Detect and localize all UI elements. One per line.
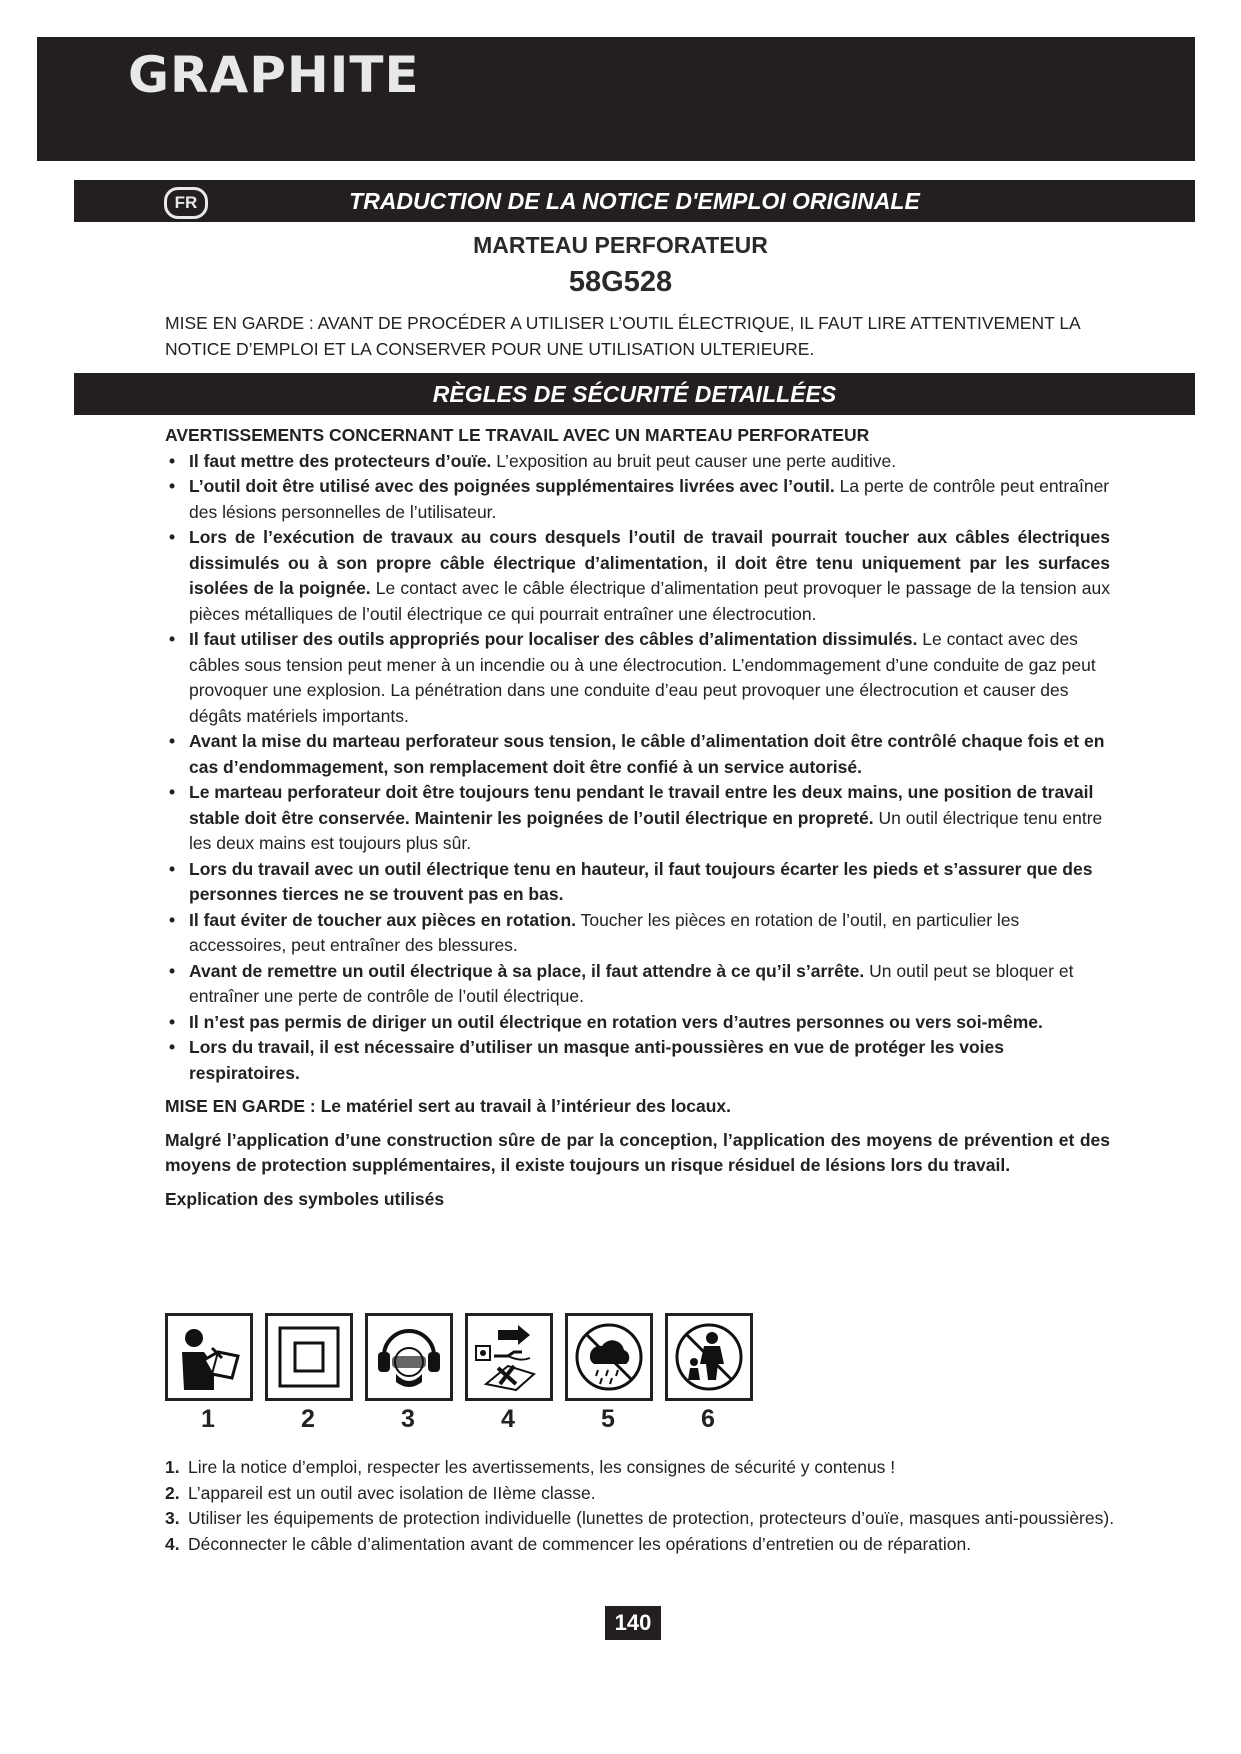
symbol-number: 4 <box>501 1405 515 1433</box>
safety-title-bar <box>74 373 1195 415</box>
notice-title: TRADUCTION DE LA NOTICE D'EMPLOI ORIGINALE <box>349 188 920 214</box>
notice-title-bar <box>74 180 1195 222</box>
brand-logo: GRAPHITE <box>128 46 420 104</box>
list-item: • Lors de l’exécution de travaux au cours desquels l’outil de travail pourrait toucher aux câbles électriques dissimulés ou à son propre câble électrique d’alimentation, il doit être tenu uniquement par les surfaces isolées de la poignée. Le contact avec le câble électrique d’alimentation peut provoquer le passage de la tension aux pièces métalliques de l’outil électrique ce qui pourrait entraîner une électrocution. <box>169 527 1110 624</box>
bullet-icon: • <box>169 476 176 496</box>
safety-content <box>165 423 1110 1212</box>
list-item: 4. Déconnecter le câble d’alimentation avant de commencer les opérations d’entretien ou de réparation. <box>165 1533 972 1554</box>
symbol-number: 6 <box>701 1405 715 1433</box>
symbols-title: Explication des symboles utilisés <box>165 1188 445 1209</box>
symbol-number: 5 <box>601 1405 615 1433</box>
residual-risk: Malgré l’application d’une construction sûre de par la conception, l’application des moyens de prévention et des moyens de protection supplémentaires, il existe toujours un risque résiduel de lésions lors du travail. <box>165 1129 1110 1175</box>
list-item: 2. L’appareil est un outil avec isolation de IIème classe. <box>165 1482 596 1503</box>
list-item: • Avant la mise du marteau perforateur sous tension, le câble d’alimentation doit être contrôlé chaque fois et en cas d’endommagement, son remplacement doit être confié à un service autorisé. <box>169 731 1105 777</box>
list-item: • Lors du travail, il est nécessaire d’utiliser un masque anti-poussières en vue de protéger les voies respiratoires. <box>169 1037 1005 1083</box>
symbol-number: 2 <box>301 1405 315 1433</box>
symbol-number: 3 <box>401 1405 415 1433</box>
bullet-icon: • <box>169 731 176 751</box>
language-badge: FR <box>164 187 208 219</box>
product-title: MARTEAU PERFORATEUR <box>473 232 768 258</box>
list-item: 3. Utiliser les équipements de protection individuelle (lunettes de protection, protecteurs d’ouïe, masques anti-poussières). <box>165 1508 1115 1528</box>
list-item: • Il n’est pas permis de diriger un outil électrique en rotation vers d’autres personnes ou vers soi-même. <box>165 1010 1110 1036</box>
symbol-explanations <box>165 1455 1115 1557</box>
bullet-icon: • <box>169 450 176 471</box>
bullet-icon: • <box>169 858 176 879</box>
indoor-warning: MISE EN GARDE : Le matériel sert au travail à l’intérieur des locaux. <box>165 1096 732 1116</box>
safety-title: RÈGLES DE SÉCURITÉ DETAILLÉES <box>432 381 837 407</box>
list-item: • Il faut mettre des protecteurs d’ouïe. L’exposition au bruit peut causer une perte auditive. <box>165 449 1110 475</box>
read-manual-icon <box>165 1313 253 1401</box>
list-item: • Il faut utiliser des outils appropriés pour localiser des câbles d’alimentation dissimulés. Le contact avec des câbles sous tension peut mener à un incendie ou à une électrocution. L’endommagement d’une conduite de gaz peut provoquer une explosion. La pénétration dans une conduite d’eau peut provoquer une électrocution et causer des dégâts matériels importants. <box>169 629 1096 726</box>
bullet-icon: • <box>169 629 176 649</box>
page-number: 140 <box>605 1606 661 1640</box>
symbol-number: 1 <box>201 1405 215 1433</box>
list-item: • Il faut éviter de toucher aux pièces en rotation. Toucher les pièces en rotation de l’outil, en particulier les accessoires, peut entraîner des blessures. <box>169 909 1020 955</box>
bullet-icon: • <box>169 782 176 802</box>
list-item: • L’outil doit être utilisé avec des poignées supplémentaires livrées avec l’outil. La perte de contrôle peut entraîner des lésions personnelles de l’utilisateur. <box>169 476 1110 522</box>
symbols-row <box>165 1313 785 1408</box>
safety-subhead: AVERTISSEMENTS CONCERNANT LE TRAVAIL AVEC UN MARTEAU PERFORATEUR <box>165 425 870 445</box>
list-item: • Lors du travail avec un outil électrique tenu en hauteur, il faut toujours écarter les pieds et s’assurer que des personnes tierces ne se trouvent pas en bas. <box>169 858 1093 904</box>
bullet-icon: • <box>169 1011 176 1032</box>
class-ii-insulation-icon <box>265 1313 353 1401</box>
keep-children-away-icon <box>665 1313 753 1401</box>
top-warning: MISE EN GARDE : AVANT DE PROCÉDER A UTILISER L’OUTIL ÉLECTRIQUE, IL FAUT LIRE ATTENTIVEMENT LA NOTICE D’EMPLOI ET LA CONSERVER POUR UNE UTILISATION ULTERIEURE. <box>165 313 1080 359</box>
safety-list <box>165 449 1110 1087</box>
bullet-icon: • <box>169 960 176 981</box>
model-number: 58G528 <box>568 266 673 298</box>
bullet-icon: • <box>169 909 176 930</box>
bullet-icon: • <box>169 527 176 547</box>
unplug-before-maintenance-icon <box>465 1313 553 1401</box>
list-item: • Avant de remettre un outil électrique à sa place, il faut attendre à ce qu’il s’arrête. Un outil peut se bloquer et entraîner une perte de contrôle de l’outil électrique. <box>169 960 1074 1006</box>
bullet-icon: • <box>169 1037 176 1057</box>
protective-equipment-icon <box>365 1313 453 1401</box>
list-item: • Le marteau perforateur doit être toujours tenu pendant le travail entre les deux mains, une position de travail stable doit être conservée. Maintenir les poignées de l’outil électrique en propreté. Un outil électrique tenu entre les deux mains est toujours plus sûr. <box>169 782 1103 853</box>
no-rain-icon <box>565 1313 653 1401</box>
list-item: 1. Lire la notice d’emploi, respecter les avertissements, les consignes de sécurité y contenus ! <box>165 1457 896 1477</box>
